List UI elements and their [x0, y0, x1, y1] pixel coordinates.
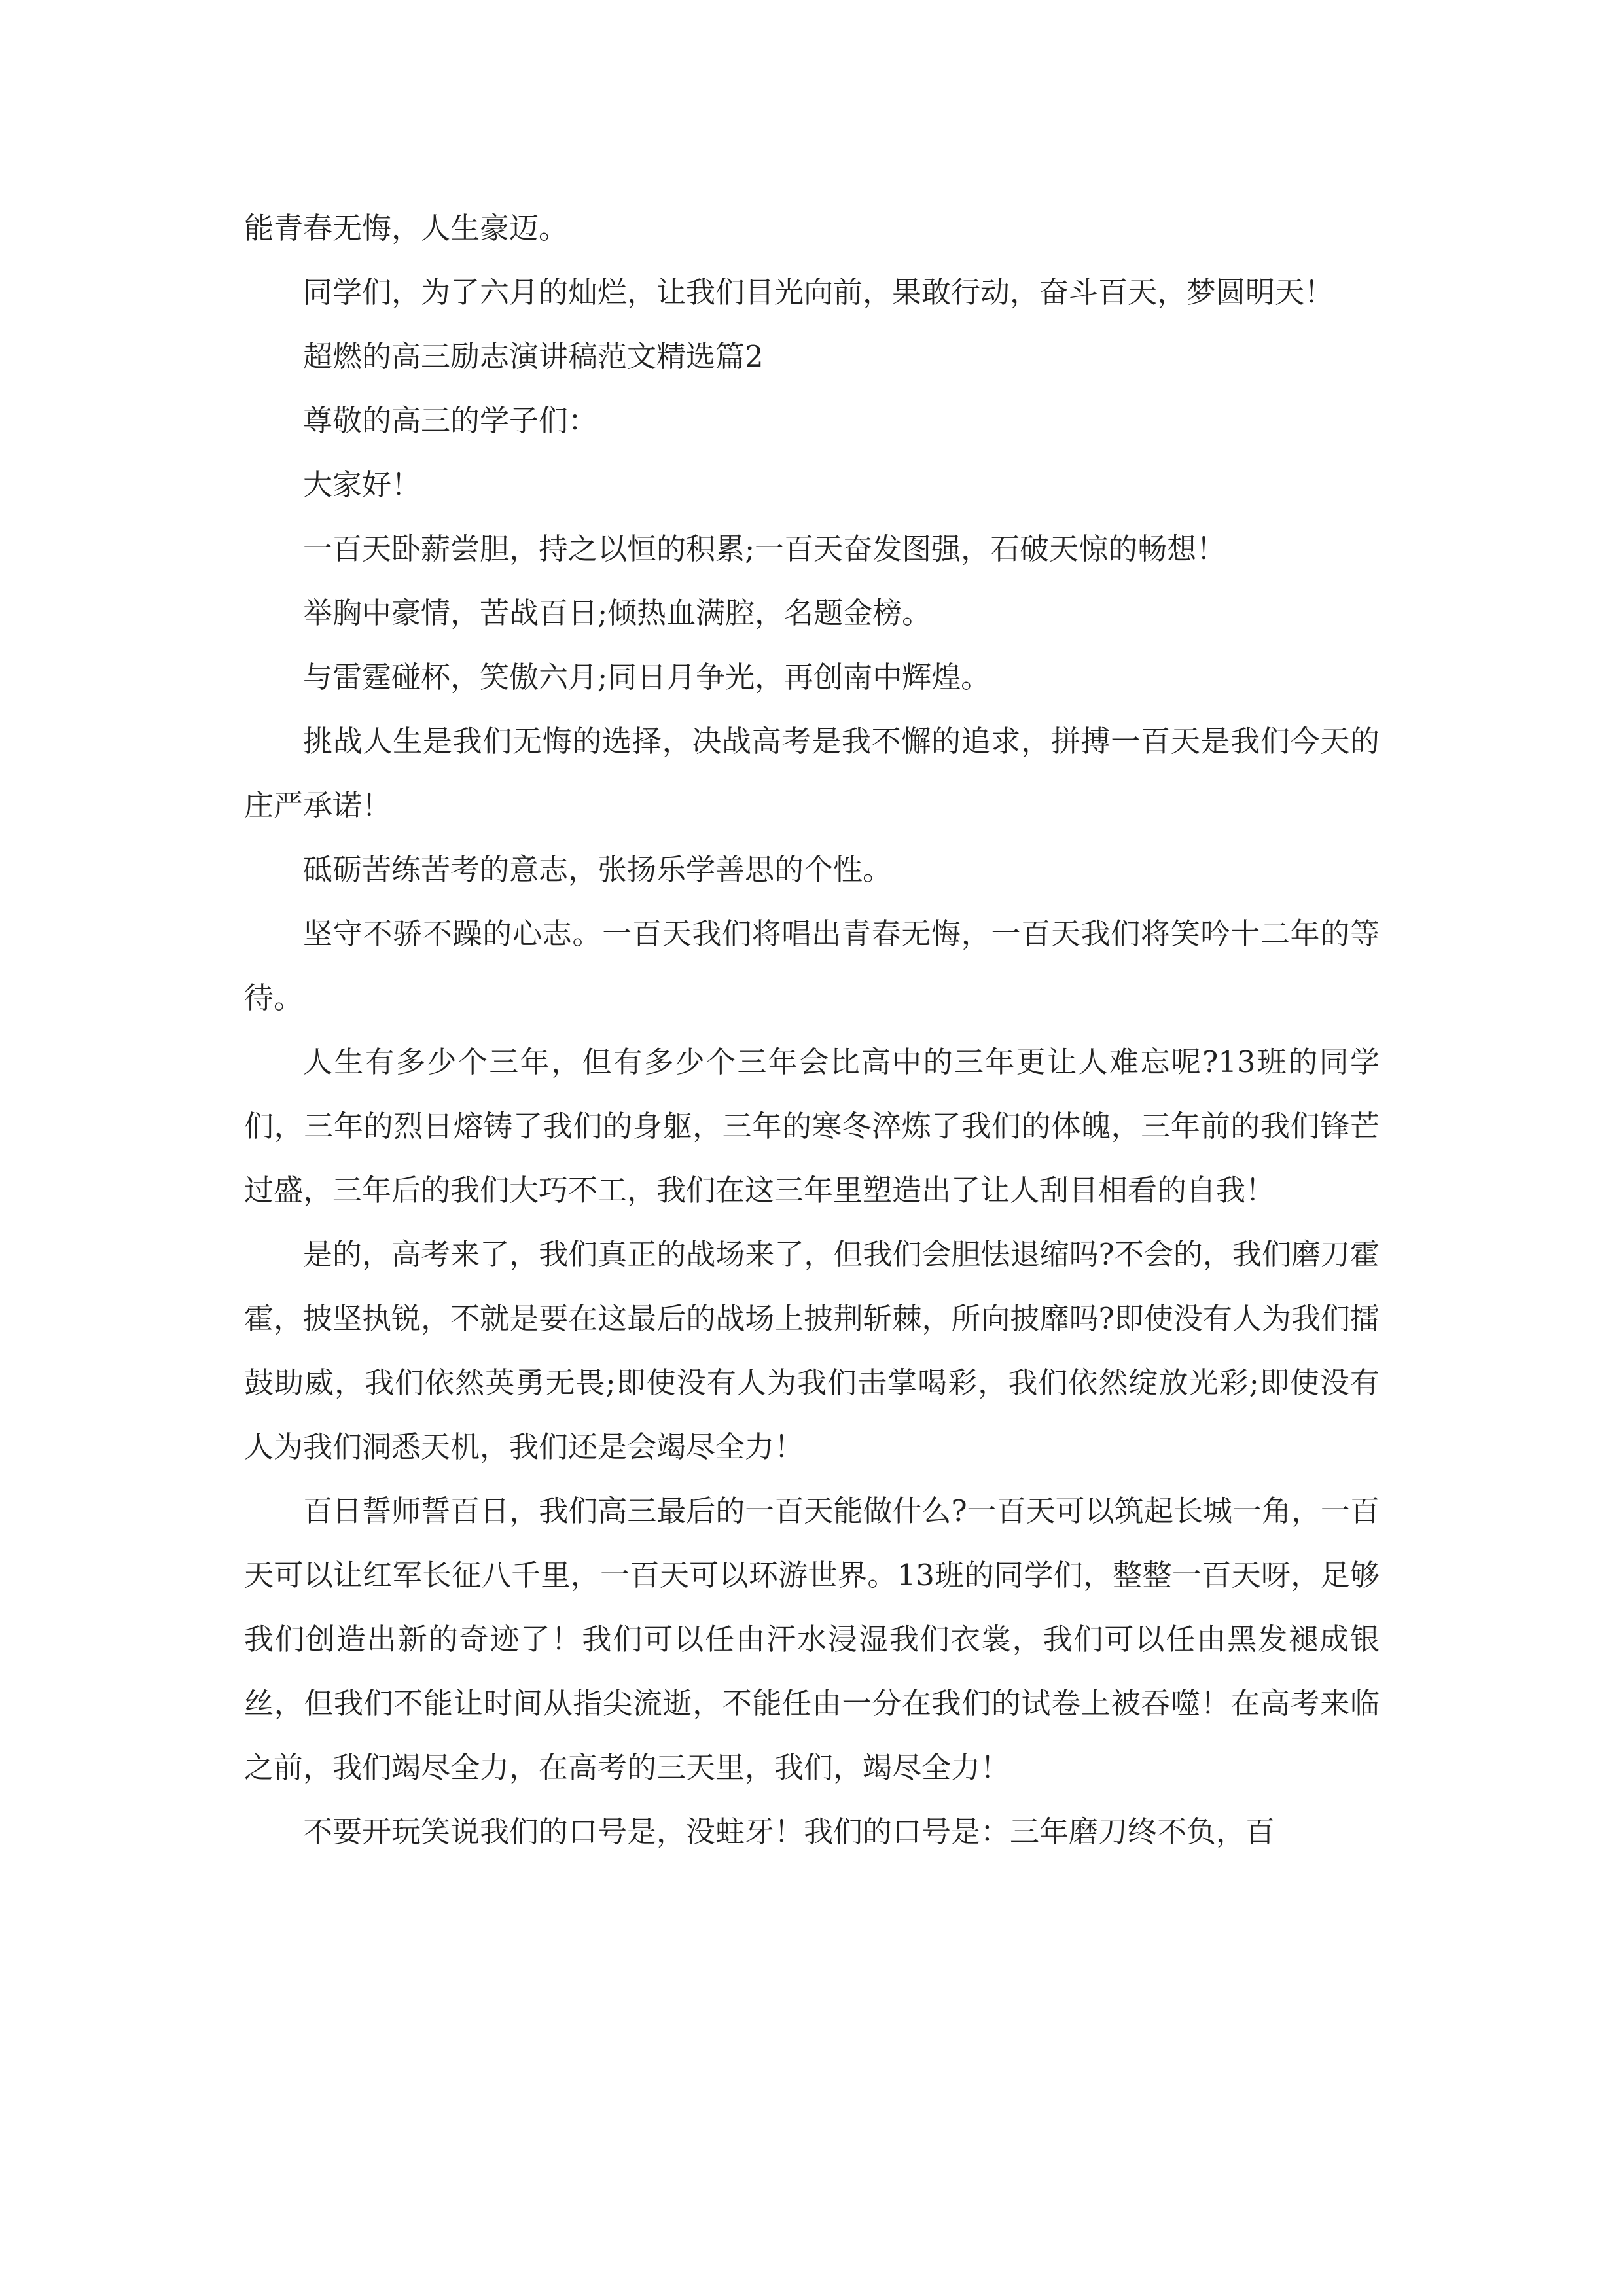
document-body	[244, 196, 1380, 1864]
paragraph: 是的，高考来了，我们真正的战场来了，但我们会胆怯退缩吗?不会的，我们磨刀霍霍，披坚执锐，不就是要在这最后的战场上披荆斩棘，所向披靡吗?即使没有人为我们擂鼓助威，我们依然英勇无畏;即使没有人为我们击掌喝彩，我们依然绽放光彩;即使没有人为我们洞悉天机，我们还是会竭尽全力！	[244, 1237, 1380, 1464]
paragraph: 坚守不骄不躁的心志。一百天我们将唱出青春无悔，一百天我们将笑吟十二年的等待。	[244, 916, 1380, 1015]
paragraph: 举胸中豪情，苦战百日;倾热血满腔，名题金榜。	[303, 596, 932, 630]
section-heading: 超燃的高三励志演讲稿范文精选篇2	[303, 339, 764, 374]
paragraph-truncated: 不要开玩笑说我们的口号是，没蛀牙！我们的口号是：三年磨刀终不负，百	[303, 1814, 1275, 1849]
paragraph: 百日誓师誓百日，我们高三最后的一百天能做什么?一百天可以筑起长城一角，一百天可以让红军长征八千里，一百天可以环游世界。13班的同学们，整整一百天呀，足够我们创造出新的奇迹了！我们可以任由汗水浸湿我们衣裳，我们可以任由黑发褪成银丝，但我们不能让时间从指尖流逝，不能任由一分在我们的试卷上被吞噬！在高考来临之前，我们竭尽全力，在高考的三天里，我们，竭尽全力！	[244, 1494, 1380, 1785]
salutation: 尊敬的高三的学子们：	[303, 403, 598, 438]
greeting: 大家好！	[303, 467, 421, 502]
paragraph: 一百天卧薪尝胆，持之以恒的积累;一百天奋发图强，石破天惊的畅想！	[303, 531, 1226, 566]
paragraph-continuation: 能青春无悔，人生豪迈。	[244, 211, 569, 245]
paragraph: 人生有多少个三年，但有多少个三年会比高中的三年更让人难忘呢?13班的同学们，三年的烈日熔铸了我们的身躯，三年的寒冬淬炼了我们的体魄，三年前的我们锋芒过盛，三年后的我们大巧不工，我们在这三年里塑造出了让人刮目相看的自我！	[244, 1045, 1380, 1208]
paragraph: 与雷霆碰杯，笑傲六月;同日月争光，再创南中辉煌。	[303, 660, 991, 694]
paragraph: 挑战人生是我们无悔的选择，决战高考是我不懈的追求，拼搏一百天是我们今天的庄严承诺！	[244, 724, 1380, 823]
paragraph: 砥砺苦练苦考的意志，张扬乐学善思的个性。	[303, 852, 893, 887]
paragraph-closing: 同学们，为了六月的灿烂，让我们目光向前，果敢行动，奋斗百天，梦圆明天！	[303, 275, 1334, 310]
